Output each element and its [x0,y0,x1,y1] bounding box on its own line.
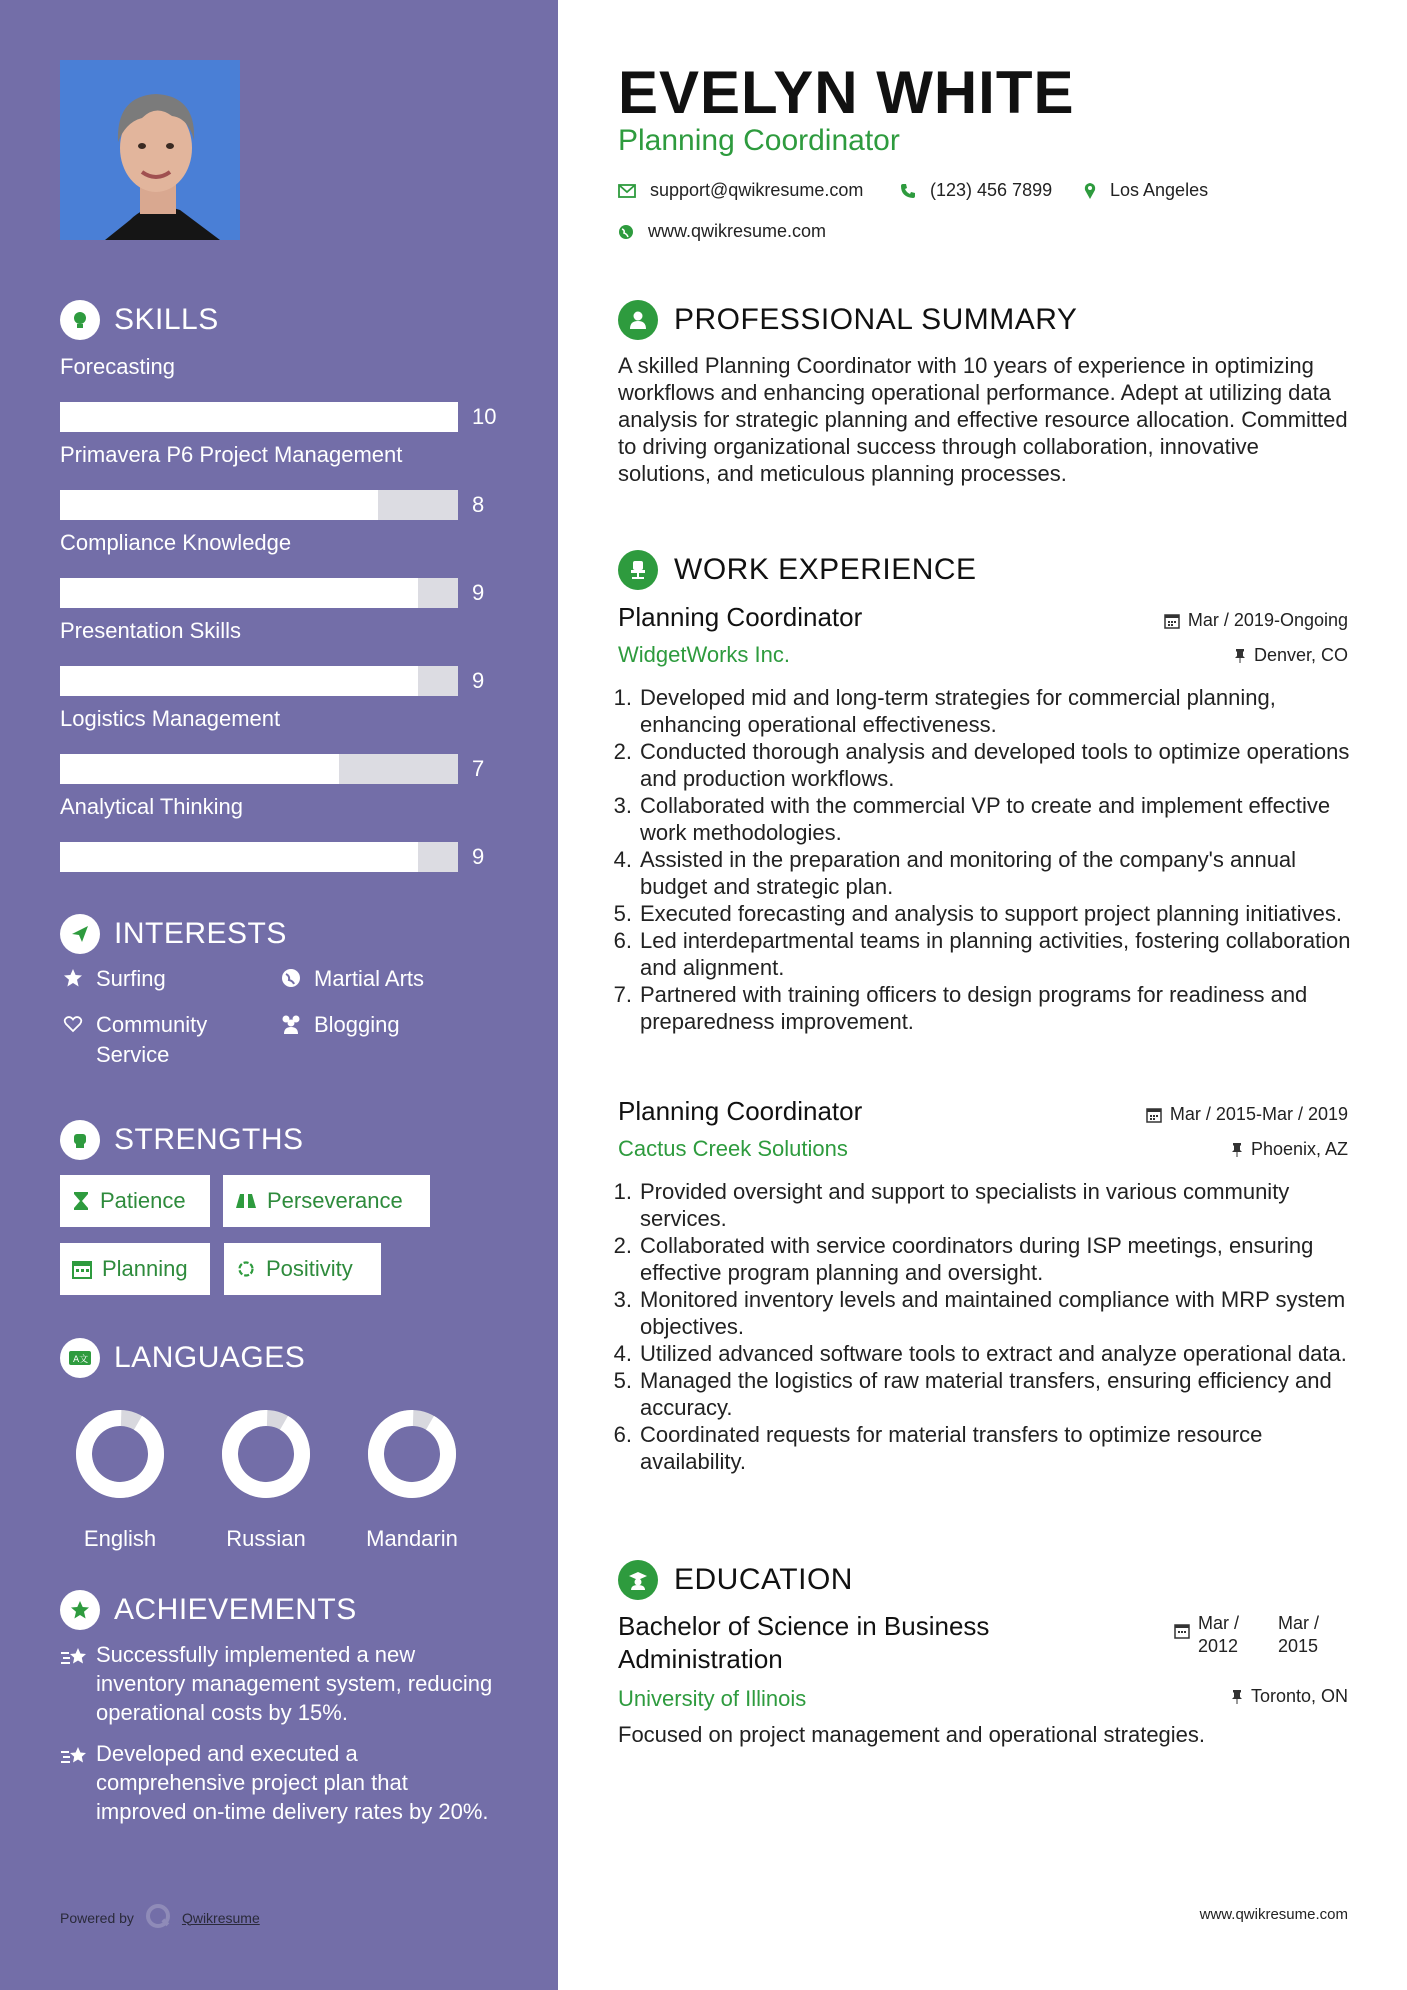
summary-heading [618,300,1077,340]
bullet-text: Developed mid and long-term strategies for commercial planning, enhancing operational effectiveness. [640,685,1276,737]
award-star-icon [60,1590,100,1630]
strength-label: Planning [102,1256,188,1281]
experience-heading [618,550,977,590]
contact-website[interactable] [618,221,826,242]
bullet-text: Provided oversight and support to specialists in various community services. [640,1179,1290,1231]
strengths-title: STRENGTHS [114,1123,304,1156]
job-bullet [613,1340,1358,1367]
skill-level: 9 [472,668,485,693]
bullet-text: Assisted in the preparation and monitoring of the company's annual budget and strategic plan. [640,847,1297,899]
skill-level: 8 [472,492,485,517]
interest-label: Martial Arts [314,966,425,991]
skills-heading [60,300,219,340]
company-name: WidgetWorks Inc. [618,642,790,667]
envelope-icon [618,184,636,198]
skill-item [60,618,500,696]
shooting-star-icon [60,1640,96,1727]
bullet-number: 5. [613,901,632,926]
heart-outline-icon [60,1010,86,1034]
strength-badge [60,1243,210,1295]
languages-heading [60,1338,305,1378]
achievement-text: Developed and executed a comprehensive project plan that improved on-time delivery rates by 20%. [96,1741,489,1824]
bullet-text: Monitored inventory levels and maintained compliance with MRP system objectives. [640,1287,1346,1339]
education-heading [618,1560,853,1600]
job-dates-text: Mar / 2019-Ongoing [1187,610,1348,630]
job-bullet [613,900,1358,927]
globe-icon [618,224,634,240]
pushpin-icon [1231,1689,1243,1705]
sidebar [0,0,558,1990]
job-bullet [613,738,1358,792]
job-bullet [613,1232,1358,1286]
education-description: Focused on project management and operational strategies. [618,1722,1206,1747]
interest-label: Blogging [314,1012,400,1037]
bullet-number: 3. [613,1287,632,1312]
skill-name: Analytical Thinking [60,794,244,819]
bullet-number: 1. [613,1179,632,1204]
job-location-text: Denver, CO [1253,645,1348,665]
star-icon [60,964,86,988]
bullet-text: Utilized advanced software tools to extract and analyze operational data. [640,1341,1347,1366]
strength-label: Patience [100,1188,186,1213]
achievement-item [60,1640,500,1727]
interest-label: Community Service [96,1012,208,1067]
education-title: EDUCATION [674,1563,853,1596]
skill-bar-fill [60,490,378,520]
skill-item [60,794,500,872]
contact-location [1084,180,1208,201]
achievement-item [60,1739,500,1826]
summary-title: PROFESSIONAL SUMMARY [674,303,1078,336]
strength-badge [223,1175,430,1227]
graduate-icon [618,1560,658,1600]
skill-bar-fill [60,754,339,784]
skill-bar [60,578,500,608]
bullet-text: Collaborated with service coordinators during ISP meetings, ensuring effective program planning and oversight. [640,1233,1314,1285]
language-ring [362,1404,462,1504]
education-location [1231,1686,1348,1707]
skill-level: 7 [472,756,485,781]
powered-by [60,1902,260,1933]
bullet-text: Managed the logistics of raw material transfers, ensuring efficiency and accuracy. [640,1368,1332,1420]
skill-name: Forecasting [60,354,175,379]
skill-bar [60,402,500,432]
education-school: University of Illinois [618,1686,807,1711]
skill-level: 9 [472,580,485,605]
skill-bar-fill [60,578,418,608]
contact-email[interactable] [618,180,863,201]
hourglass-icon [72,1191,90,1211]
job-bullets [613,684,1358,1035]
language-ring [216,1404,316,1504]
pushpin-icon [1234,648,1246,664]
map-pin-icon [1084,182,1096,200]
skill-bar [60,754,500,784]
calendar-icon [1146,1107,1162,1123]
language-icon [60,1338,100,1378]
powered-by-label: Powered by [60,1909,134,1926]
skill-name: Logistics Management [60,706,281,731]
skill-bar-fill [60,666,418,696]
globe-icon [278,964,304,988]
job-bullet [613,846,1358,900]
sun-icon [236,1259,256,1279]
achievements-heading [60,1590,357,1630]
strength-label: Perseverance [267,1188,403,1213]
job-bullet [613,1178,1358,1232]
contact-phone[interactable] [900,180,1052,201]
candidate-title: Planning Coordinator [618,124,900,157]
bullet-number: 4. [613,847,632,872]
language-name: Mandarin [366,1526,458,1551]
shooting-star-icon [60,1739,96,1826]
main-content [613,0,1351,1990]
job-dates [1146,1104,1348,1125]
strength-label: Positivity [266,1256,353,1281]
location-text: Los Angeles [1110,180,1209,200]
job-bullet [613,981,1358,1035]
achievement-text: Successfully implemented a new inventory management system, reducing operational costs by 15%. [96,1642,493,1725]
strength-badge [224,1243,381,1295]
job-dates-text: Mar / 2015-Mar / 2019 [1169,1104,1348,1124]
bullet-text: Executed forecasting and analysis to support project planning initiatives. [640,901,1342,926]
strengths-heading [60,1120,304,1160]
language-item [342,1404,482,1552]
language-item [196,1404,336,1552]
skill-name: Primavera P6 Project Management [60,442,403,467]
calendar-icon [72,1259,92,1279]
interests-heading [60,914,287,954]
binoculars-icon [235,1192,257,1210]
candidate-name: EVELYN WHITE [618,59,1075,126]
skill-bar [60,842,500,872]
skill-item [60,530,500,608]
fist-icon [60,1120,100,1160]
skill-level: 10 [472,404,497,429]
skill-bar-fill [60,842,418,872]
calendar-icon [1174,1612,1190,1658]
website-text: www.qwikresume.com [648,221,827,241]
job-location [1234,645,1348,666]
job-bullet [613,1367,1358,1421]
lightbulb-icon [60,300,100,340]
bullet-number: 7. [613,982,632,1007]
interest-item [278,964,424,994]
skills-title: SKILLS [114,303,219,336]
skill-level: 9 [472,844,485,869]
language-ring [70,1404,170,1504]
email-text: support@qwikresume.com [650,180,864,200]
job-bullet [613,927,1358,981]
company-name: Cactus Creek Solutions [618,1136,848,1161]
skill-bar [60,490,500,520]
skill-bar [60,666,500,696]
bullet-number: 6. [613,1422,632,1447]
bullet-number: 2. [613,1233,632,1258]
interest-item [278,1010,400,1040]
footer-url[interactable]: www.qwikresume.com [1199,1906,1348,1923]
job-title: Planning Coordinator [618,602,863,632]
strength-badge [60,1175,210,1227]
qwikresume-link[interactable]: Qwikresume [181,1909,260,1926]
achievements-title: ACHIEVEMENTS [114,1593,357,1626]
language-item [50,1404,190,1552]
job-title: Planning Coordinator [618,1096,863,1126]
job-bullet [613,792,1358,846]
interest-item [60,964,166,994]
bullet-text: Coordinated requests for material transfers to optimize resource availability. [640,1422,1263,1474]
summary-text: A skilled Planning Coordinator with 10 years of experience in optimizing workflows and enhancing operational performance. Adept at utilizing data analysis for strategic planning and effective resource allocation. Committed to driving organizational success through collaboration, innovative solutions, and meticulous planning processes. [618,353,1348,486]
education-end: Mar / 2015 [1278,1613,1320,1656]
job-dates [1164,610,1348,631]
job-bullet [613,684,1358,738]
users-icon [278,1010,304,1034]
interest-label: Surfing [96,966,166,991]
bullet-text: Collaborated with the commercial VP to create and implement effective work methodologies. [640,793,1331,845]
experience-title: WORK EXPERIENCE [674,553,977,586]
skill-item [60,442,500,520]
bullet-number: 5. [613,1368,632,1393]
skill-item [60,354,500,432]
interest-item [60,1010,260,1070]
education-location-text: Toronto, ON [1250,1686,1348,1706]
job-bullets [613,1178,1358,1475]
bullet-number: 2. [613,739,632,764]
skill-name: Presentation Skills [60,618,241,643]
education-degree: Bachelor of Science in Business Administration [618,1611,990,1674]
bullet-number: 6. [613,928,632,953]
calendar-icon [1164,613,1180,629]
interests-title: INTERESTS [114,917,287,950]
qwikresume-logo-icon [144,1902,172,1933]
skill-item [60,706,500,784]
bullet-number: 1. [613,685,632,710]
education-dates [1174,1612,1348,1658]
profile-photo [60,60,240,240]
phone-text: (123) 456 7899 [930,180,1053,200]
skill-bar-fill [60,402,458,432]
user-icon [618,300,658,340]
office-chair-icon [618,550,658,590]
bullet-number: 3. [613,793,632,818]
pushpin-icon [1231,1142,1243,1158]
bullet-text: Conducted thorough analysis and developed tools to optimize operations and production workflows. [640,739,1350,791]
svg-text:A文: A文 [73,1355,89,1365]
bullet-number: 4. [613,1341,632,1366]
job-location [1231,1139,1348,1160]
phone-icon [900,183,916,199]
language-name: English [83,1526,157,1551]
job-bullet [613,1421,1358,1475]
bullet-text: Partnered with training officers to design programs for readiness and preparedness improvement. [640,982,1308,1034]
job-bullet [613,1286,1358,1340]
education-start: Mar / 2012 [1198,1613,1240,1656]
paper-plane-icon [60,914,100,954]
languages-title: LANGUAGES [114,1341,306,1374]
bullet-text: Led interdepartmental teams in planning activities, fostering collaboration and alignment. [640,928,1351,980]
job-location-text: Phoenix, AZ [1250,1139,1348,1159]
skill-name: Compliance Knowledge [60,530,292,555]
language-name: Russian [226,1526,306,1551]
